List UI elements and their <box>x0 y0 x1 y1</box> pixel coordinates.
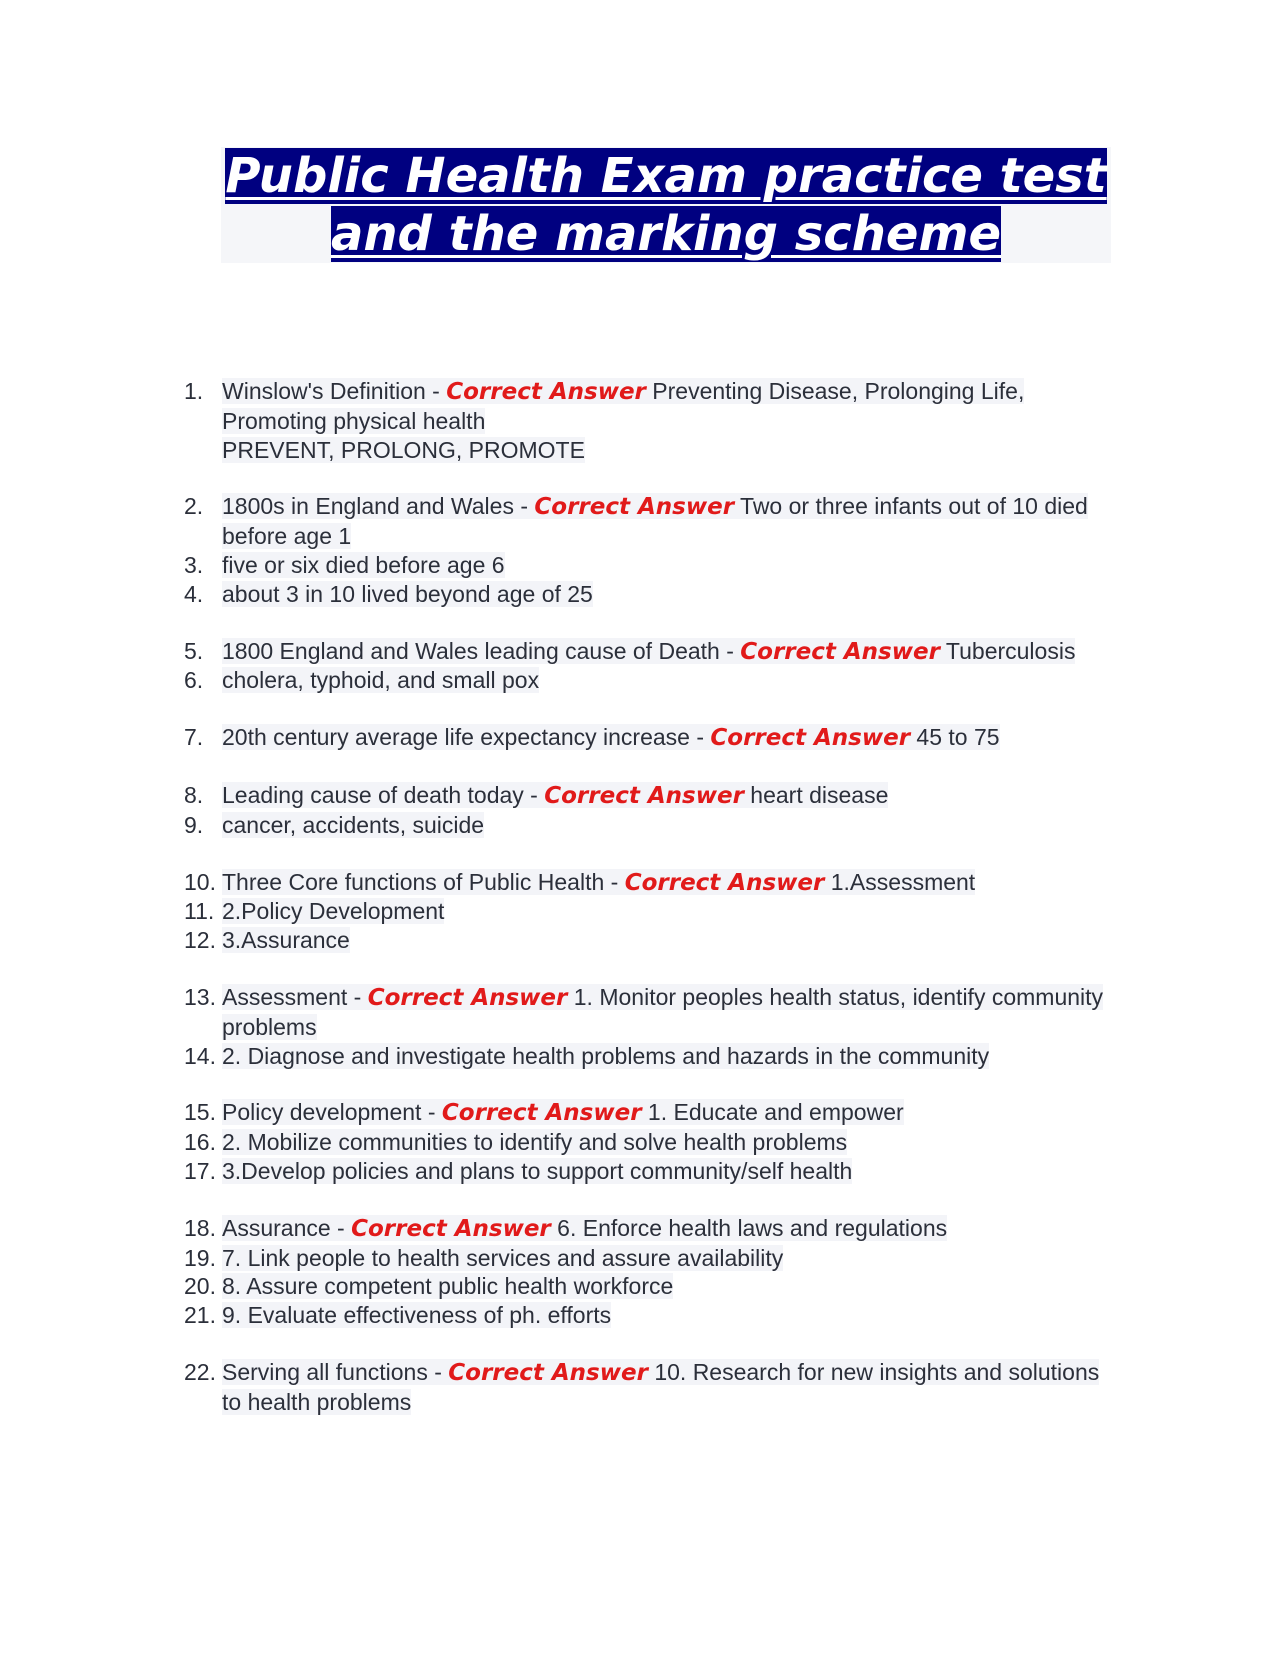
list-item <box>184 492 1114 551</box>
correct-answer-label: Correct Answer <box>740 638 940 665</box>
answer-extra: PREVENT, PROLONG, PROMOTE <box>222 436 585 463</box>
correct-answer-label: Correct Answer <box>534 494 735 521</box>
question-text: Assessment - <box>222 983 368 1010</box>
item-number: 11. <box>184 898 215 925</box>
question-text: 1800 England and Wales leading cause of Death - <box>222 637 741 664</box>
correct-answer-label: Correct Answer <box>351 1215 551 1242</box>
list-item <box>184 580 1114 609</box>
list-item <box>184 983 1114 1042</box>
correct-answer-label: Correct Answer <box>544 782 744 809</box>
question-text: Assurance - <box>222 1214 352 1241</box>
list-item <box>184 551 1114 580</box>
list-item <box>184 377 1114 464</box>
list-item <box>184 1098 1114 1128</box>
list-item <box>184 666 1114 695</box>
item-text: 2. Diagnose and investigate health problems and hazards in the community <box>222 1042 990 1069</box>
question-text: Three Core functions of Public Health - <box>222 868 625 895</box>
answer-text: 6. Enforce health laws and regulations <box>550 1214 948 1241</box>
item-text: cancer, accidents, suicide <box>222 811 485 838</box>
answer-text: 1.Assessment <box>824 868 976 895</box>
list-item <box>184 1272 1114 1301</box>
correct-answer-label: Correct Answer <box>448 1359 648 1386</box>
item-number: 13. <box>184 983 216 1010</box>
answer-text: 1. Educate and empower <box>641 1099 904 1126</box>
list-item <box>184 1301 1114 1330</box>
item-number: 8. <box>184 781 204 808</box>
item-number: 14. <box>184 1042 216 1069</box>
item-text: 7. Link people to health services and assure availability <box>222 1244 784 1271</box>
item-number: 12. <box>184 927 216 954</box>
answer-text: 45 to 75 <box>910 724 1000 751</box>
item-number: 15. <box>184 1099 216 1126</box>
question-text: Policy development - <box>222 1099 442 1126</box>
list-item <box>184 1244 1114 1273</box>
answer-text: Tuberculosis <box>939 637 1076 664</box>
question-text: 20th century average life expectancy increase - <box>222 724 711 751</box>
list-item <box>184 723 1114 753</box>
item-text: 8. Assure competent public health workforce <box>222 1273 674 1300</box>
item-number: 5. <box>184 637 204 664</box>
question-list <box>184 377 1114 1417</box>
item-text: 9. Evaluate effectiveness of ph. efforts <box>222 1302 612 1329</box>
question-text: Leading cause of death today - <box>222 781 545 808</box>
list-item <box>184 811 1114 840</box>
item-number: 20. <box>184 1273 216 1300</box>
question-text: 1800s in England and Wales - <box>222 493 535 520</box>
item-number: 4. <box>184 580 204 607</box>
item-text: 2. Mobilize communities to identify and solve health problems <box>222 1129 848 1156</box>
answer-text: Two or three infants out of 10 died before age 1 <box>222 493 1088 550</box>
item-number: 2. <box>184 493 204 520</box>
item-number: 18. <box>184 1214 216 1241</box>
question-text: Serving all functions - <box>222 1358 449 1385</box>
item-number: 10. <box>184 868 216 895</box>
list-item <box>184 1214 1114 1244</box>
item-text: 2.Policy Development <box>222 898 445 925</box>
answer-text: 10. Research for new insights and solutions to health problems <box>222 1358 1100 1415</box>
list-item <box>184 1042 1114 1071</box>
answer-text: heart disease <box>743 781 889 808</box>
item-text: five or six died before age 6 <box>222 551 505 578</box>
page-title: Public Health Exam practice test and the marking scheme <box>225 148 1107 262</box>
item-number: 7. <box>184 724 204 751</box>
list-item <box>184 637 1114 667</box>
answer-text: 1. Monitor peoples health status, identify community problems <box>222 983 1104 1040</box>
item-number: 16. <box>184 1129 216 1156</box>
correct-answer-label: Correct Answer <box>624 869 825 896</box>
item-text: cholera, typhoid, and small pox <box>222 667 540 694</box>
correct-answer-label: Correct Answer <box>710 725 911 752</box>
item-number: 21. <box>184 1302 216 1329</box>
item-number: 1. <box>184 378 204 404</box>
item-number: 9. <box>184 811 204 838</box>
item-text: about 3 in 10 lived beyond age of 25 <box>222 580 593 607</box>
list-item <box>184 897 1114 926</box>
item-number: 19. <box>184 1244 216 1271</box>
title-box <box>221 147 1111 263</box>
item-number: 3. <box>184 551 204 578</box>
list-item <box>184 1358 1114 1417</box>
list-item <box>184 926 1114 955</box>
correct-answer-label: Correct Answer <box>446 379 646 405</box>
question-text: Winslow's Definition - <box>222 378 447 404</box>
correct-answer-label: Correct Answer <box>441 1100 642 1127</box>
list-item <box>184 781 1114 811</box>
answer-text: Preventing Disease, Prolonging Life, Promoting physical health <box>222 378 1025 434</box>
item-number: 6. <box>184 667 204 694</box>
item-number: 22. <box>184 1358 216 1385</box>
item-text: 3.Assurance <box>222 927 350 954</box>
correct-answer-label: Correct Answer <box>367 984 568 1011</box>
list-item <box>184 868 1114 898</box>
item-text: 3.Develop policies and plans to support community/self health <box>222 1157 853 1184</box>
item-number: 17. <box>184 1157 216 1184</box>
list-item <box>184 1128 1114 1157</box>
list-item <box>184 1157 1114 1186</box>
